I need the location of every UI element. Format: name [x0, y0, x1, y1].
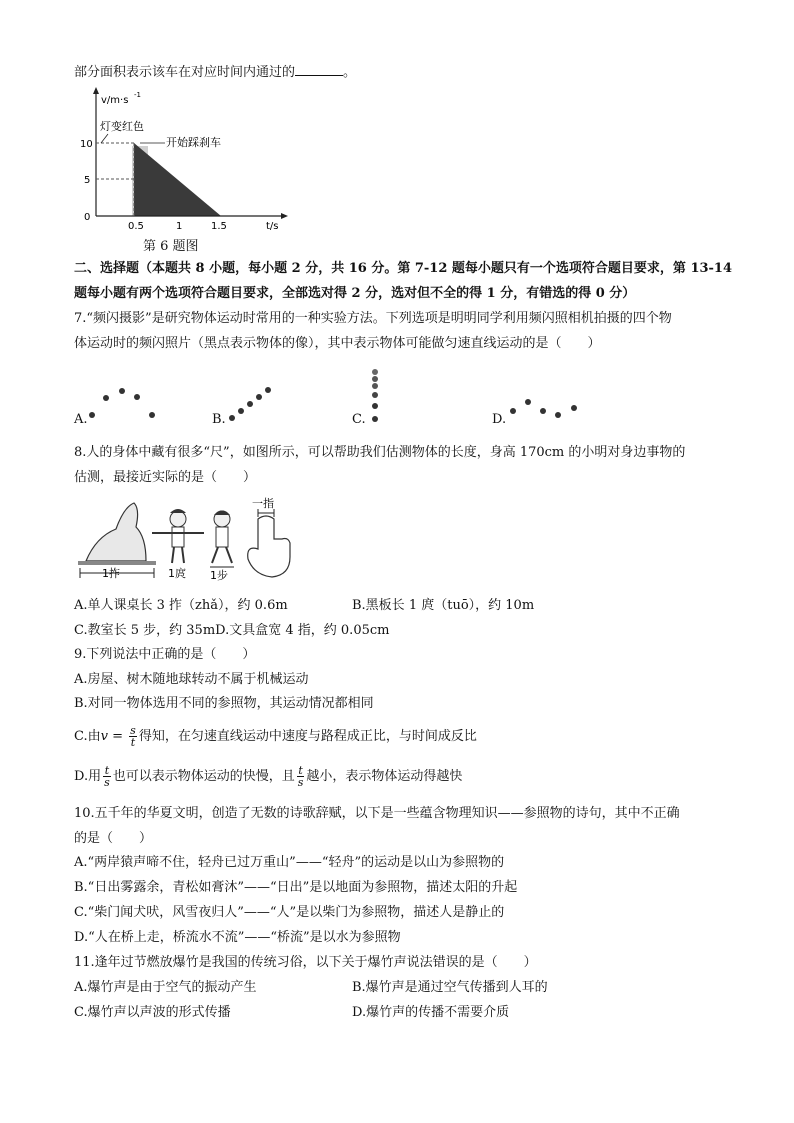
y-axis-label: v/m·s — [101, 95, 129, 106]
q11-stem: 11.逢年过节燃放爆竹是我国的传统习俗，以下关于爆竹声说法错误的是（ ） — [74, 955, 537, 970]
q11-option-d: D.爆竹声的传播不需要介质 — [352, 1005, 510, 1020]
q7-option-c-label: C. — [352, 412, 366, 427]
y-axis-exponent: -1 — [134, 91, 141, 99]
x-tick-1: 1 — [176, 221, 183, 231]
y-tick-0: 0 — [84, 212, 91, 223]
q7-stem-line-2: 体运动时的频闪照片（黑点表示物体的像），其中表示物体可能做匀速直线运动的是（ ） — [74, 336, 601, 351]
step-illustration — [210, 511, 234, 583]
q8-stem-line-1: 8.人的身体中藏有很多“尺”，如图所示，可以帮助我们估测物体的长度，身高 170cm 的小明对身边事物的 — [74, 445, 686, 460]
fraction-t-over-s: $\frac{t}{s}$ — [104, 764, 110, 789]
y-tick-10: 10 — [80, 139, 93, 150]
q10-stem-line-1: 10.五千年的华夏文明，创造了无数的诗歌辞赋，以下是一些蕴含物理知识——参照物的诗句，其中不正确 — [74, 806, 680, 821]
q7-option-d-label: D. — [492, 412, 507, 427]
x-tick-0.5: 0.5 — [128, 221, 144, 231]
q10-option-b: B.“日出雾露余，青松如膏沐”——“日出”是以地面为参照物，描述太阳的升起 — [74, 880, 518, 895]
q7-option-b-label: B. — [212, 412, 226, 427]
y-tick-5: 5 — [84, 175, 91, 186]
label-bu: 1步 — [210, 569, 228, 582]
q10-option-a: A.“两岸猿声啼不住，轻舟已过万重山”——“轻舟”的运动是以山为参照物的 — [74, 855, 505, 870]
q9-option-d: D.用 $\frac{t}{s}$ 也可以表示物体运动的快慢，且 $\frac{t}{s}$ 越小，表示物体运动得越快 — [74, 764, 463, 789]
q10-option-d: D.“人在桥上走，桥流水不流”——“桥流”是以水为参照物 — [74, 930, 401, 945]
q9-option-a: A.房屋、树木随地球转动不属于机械运动 — [74, 672, 309, 687]
q8-option-cd: C.教室长 5 步，约 35mD.文具盒宽 4 指，约 0.05cm — [74, 623, 390, 638]
annot-light-red: 灯变红色 — [100, 120, 144, 133]
figure-6-caption: 第 6 题图 — [143, 239, 199, 254]
q9-option-b: B.对同一物体选用不同的参照物，其运动情况都相同 — [74, 696, 374, 711]
q11-option-b: B.爆竹声是通过空气传播到人耳的 — [352, 980, 548, 995]
fraction-s-over-t: $\frac{s}{t}$ — [130, 724, 136, 749]
q7-option-d-dots — [506, 396, 582, 420]
q8-body-ruler-figure — [76, 497, 301, 585]
section-2-heading-line-2: 题每小题有两个选项符合题目要求，全部选对得 2 分，选对但不全的得 1 分，有错选的得 0 分） — [74, 286, 636, 301]
figure-6-velocity-time-graph — [76, 86, 296, 231]
q11-option-a: A.爆竹声是由于空气的振动产生 — [74, 980, 257, 995]
q10-option-c: C.“柴门闻犬吠，风雪夜归人”——“人”是以柴门为参照物，描述人是静止的 — [74, 905, 505, 920]
q8-option-a: A.单人课桌长 3 拃（zhǎ），约 0.6m — [74, 598, 288, 613]
section-2-heading-line-1: 二、选择题（本题共 8 小题，每小题 2 分，共 16 分。第 7-12 题每小题只有一个选项符合题目要求，第 13-14 — [74, 261, 733, 276]
annot-brake: 开始踩刹车 — [166, 136, 221, 149]
q7-option-b-dots — [225, 384, 275, 424]
q7-stem-line-1: 7.“频闪摄影”是研究物体运动时常用的一种实验方法。下列选项是明明同学利用频闪照相机拍摄的四个物 — [74, 311, 672, 326]
q8-stem-line-2: 估测，最接近实际的是（ ） — [74, 470, 257, 485]
q11-option-c: C.爆竹声以声波的形式传播 — [74, 1005, 231, 1020]
label-yizhi: 一指 — [252, 497, 274, 510]
q7-option-a-label: A. — [74, 412, 88, 427]
arm-span-illustration — [152, 509, 204, 580]
q8-option-b: B.黑板长 1 庹（tuō），约 10m — [352, 598, 535, 613]
intro-line: 部分面积表示该车在对应时间内通过的 。 — [74, 65, 357, 80]
q7-option-c-dots — [369, 368, 381, 426]
hand-span-illustration — [78, 503, 156, 580]
x-tick-1.5: 1.5 — [211, 221, 227, 231]
q7-option-a-dots — [86, 384, 161, 424]
q9-option-c: C.由v = $\frac{s}{t}$ 得知，在匀速直线运动中速度与路程成正比，与时间成反比 — [74, 724, 477, 749]
fraction-t-over-s-2: $\frac{t}{s}$ — [297, 764, 304, 789]
q10-stem-line-2: 的是（ ） — [74, 831, 153, 846]
x-axis-label: t/s — [266, 221, 279, 231]
finger-width-illustration — [248, 497, 290, 577]
answer-blank — [295, 63, 343, 76]
q9-stem: 9.下列说法中正确的是（ ） — [74, 647, 256, 662]
label-tuo: 1庹 — [168, 567, 186, 580]
label-zha: 1拃 — [102, 567, 120, 580]
